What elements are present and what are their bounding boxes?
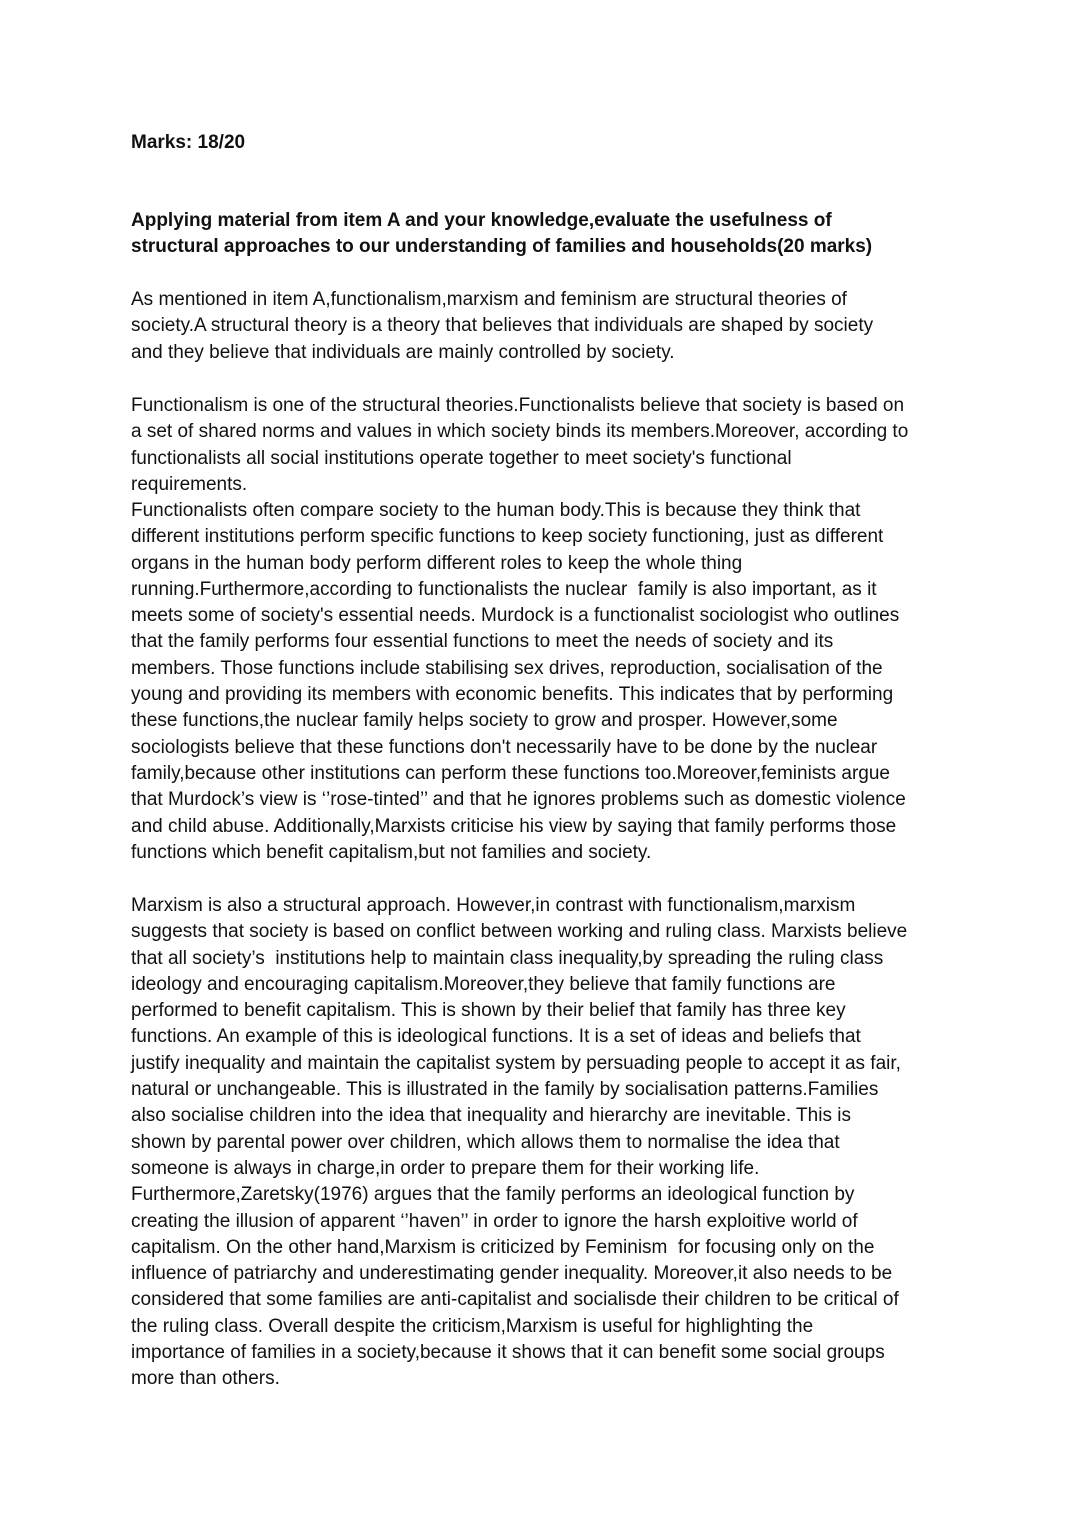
text-line: capitalism. On the other hand,Marxism is criticized by Feminism for focusing only on the <box>131 1236 875 1258</box>
text-line: importance of families in a society,because it shows that it can benefit some social groups <box>131 1342 885 1364</box>
text-line: As mentioned in item A,functionalism,marxism and feminism are structural theories of <box>131 289 847 310</box>
text-line: functions. An example of this is ideological functions. It is a set of ideas and beliefs that <box>131 1026 861 1048</box>
text-line: functions which benefit capitalism,but not families and society. <box>131 841 652 863</box>
text-line: and child abuse. Additionally,Marxists criticise his view by saying that family performs those <box>131 815 897 837</box>
text-line: someone is always in charge,in order to prepare them for their working life. <box>131 1157 760 1179</box>
text-line: influence of patriarchy and underestimating gender inequality. Moreover,it also needs to be <box>131 1263 893 1285</box>
paragraph-functionalism-murdock <box>131 498 906 866</box>
paragraph-marxism <box>131 893 907 1393</box>
text-line: suggests that society is based on conflict between working and ruling class. Marxists believe <box>131 921 908 943</box>
text-line: functionalists all social institutions operate together to meet society's functional <box>131 447 792 469</box>
text-line: young and providing its members with economic benefits. This indicates that by performing <box>131 684 894 706</box>
text-line: and they believe that individuals are mainly controlled by society. <box>131 341 675 363</box>
text-line: sociologists believe that these functions don't necessarily have to be done by the nuclear <box>131 736 878 758</box>
text-line: shown by parental power over children, which allows them to normalise the idea that <box>131 1131 840 1153</box>
text-line: also socialise children into the idea that inequality and hierarchy are inevitable. This is <box>131 1105 851 1127</box>
text-line: performed to benefit capitalism. This is shown by their belief that family has three key <box>131 1000 846 1022</box>
text-line: organs in the human body perform different roles to keep the whole thing <box>131 552 743 574</box>
essay-question <box>131 208 872 261</box>
text-line: that all society’s institutions help to maintain class inequality,by spreading the ruling class <box>131 947 884 969</box>
text-line: justify inequality and maintain the capitalist system by persuading people to accept it as fair, <box>131 1052 901 1074</box>
text-line: more than others. <box>131 1368 280 1390</box>
text-line: natural or unchangeable. This is illustrated in the family by socialisation patterns.Families <box>131 1079 879 1101</box>
text-line: society.A structural theory is a theory that believes that individuals are shaped by society <box>131 315 874 337</box>
text-line: family,because other institutions can perform these functions too.Moreover,feminists argue <box>131 762 890 784</box>
text-line: these functions,the nuclear family helps society to grow and prosper. However,some <box>131 710 838 732</box>
text-line: meets some of society's essential needs. Murdock is a functionalist sociologist who outlines <box>131 605 900 627</box>
text-line: Furthermore,Zaretsky(1976) argues that the family performs an ideological function by <box>131 1184 855 1206</box>
text-line: Functionalists often compare society to the human body.This is because they think that <box>131 500 861 521</box>
paragraph-introduction <box>131 287 873 366</box>
paragraph-functionalism-intro <box>131 393 908 498</box>
marks-score: Marks: 18/20 <box>131 132 246 153</box>
text-line: the ruling class. Overall despite the criticism,Marxism is useful for highlighting the <box>131 1315 814 1337</box>
text-line: Functionalism is one of the structural theories.Functionalists believe that society is based on <box>131 395 905 416</box>
text-line: ideology and encouraging capitalism.Moreover,they believe that family functions are <box>131 973 836 995</box>
text-line: creating the illusion of apparent ‘’haven’’ in order to ignore the harsh exploitive world of <box>131 1210 858 1232</box>
question-line: structural approaches to our understanding of families and households(20 marks) <box>131 236 873 258</box>
text-line: different institutions perform specific functions to keep society functioning, just as different <box>131 526 884 548</box>
text-line: requirements. <box>131 473 248 495</box>
text-line: that the family performs four essential functions to meet the needs of society and its <box>131 631 834 653</box>
text-line: members. Those functions include stabilising sex drives, reproduction, socialisation of the <box>131 657 883 679</box>
question-line: Applying material from item A and your knowledge,evaluate the usefulness of <box>131 210 832 231</box>
text-line: Marxism is also a structural approach. However,in contrast with functionalism,marxism <box>131 895 856 916</box>
text-line: considered that some families are anti-capitalist and socialisde their children to be critical of <box>131 1289 899 1311</box>
text-line: a set of shared norms and values in which society binds its members.Moreover, according to <box>131 421 909 443</box>
text-line: running.Furthermore,according to functionalists the nuclear family is also important, as it <box>131 578 877 600</box>
text-line: that Murdock’s view is ‘’rose-tinted’’ and that he ignores problems such as domestic violence <box>131 789 906 811</box>
